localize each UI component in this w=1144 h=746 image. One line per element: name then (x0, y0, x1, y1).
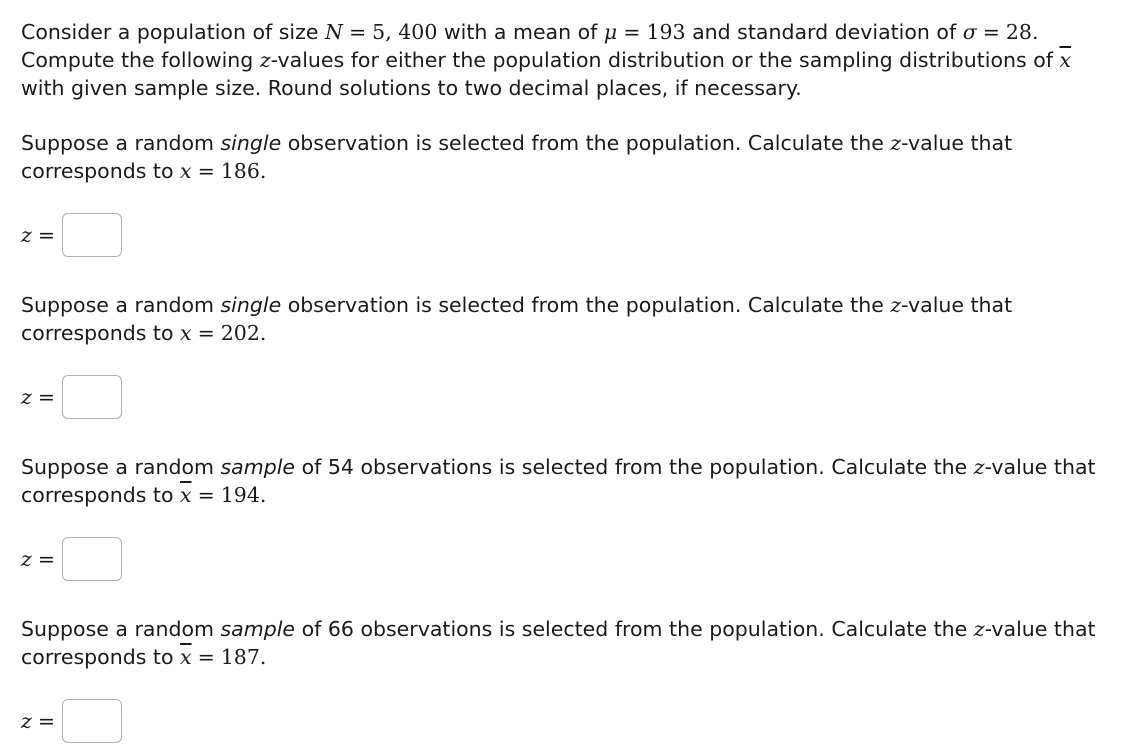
answer-row (21, 373, 1131, 421)
sigma-value: 28. (1005, 20, 1039, 44)
z-equals-label: z = (21, 223, 55, 247)
z-answer-input-1[interactable] (62, 213, 122, 257)
z-answer-input-2[interactable] (62, 375, 122, 419)
mu-symbol: μ (603, 20, 618, 44)
question-text: Suppose a random sample of 66 observations is selected from the population. Calculate the z-value that corresponds to $\overline{x} = 187$. (21, 617, 1096, 669)
question-text: Suppose a random single observation is selected from the population. Calculate the z-value that corresponds to x = 186. (21, 131, 1013, 183)
question-block (21, 615, 1131, 745)
question-text: Suppose a random sample of 54 observations is selected from the population. Calculate the z-value that corresponds to $\overline{x} = 194$. (21, 455, 1096, 507)
problem-page (21, 18, 1131, 745)
question-block (21, 129, 1131, 259)
answer-row (21, 535, 1131, 583)
z-equals-label: z = (21, 385, 55, 409)
question-block (21, 453, 1131, 583)
question-text: Suppose a random single observation is selected from the population. Calculate the z-value that corresponds to x = 202. (21, 293, 1013, 345)
question-block (21, 291, 1131, 421)
z-symbol: z (259, 48, 271, 72)
z-equals-label: z = (21, 709, 55, 733)
z-answer-input-4[interactable] (62, 699, 122, 743)
answer-row (21, 697, 1131, 745)
z-equals-label: z = (21, 547, 55, 571)
xbar-symbol: $\overline{x}$ (1059, 48, 1072, 72)
answer-row (21, 211, 1131, 259)
problem-intro: Consider a population of size N = 5, 400 with a mean of μ = 193 and standard deviation of σ = 28. Compute the following z-values for either the population distribution or the sampling distributions of $\overline{x}$ with given sample size. Round solutions to two decimal places, if necessary. (21, 20, 1072, 100)
sigma-symbol: σ (962, 20, 977, 44)
z-answer-input-3[interactable] (62, 537, 122, 581)
N-symbol: N (325, 20, 343, 44)
mu-value: 193 (646, 20, 686, 44)
N-value: 5, 400 (372, 20, 438, 44)
